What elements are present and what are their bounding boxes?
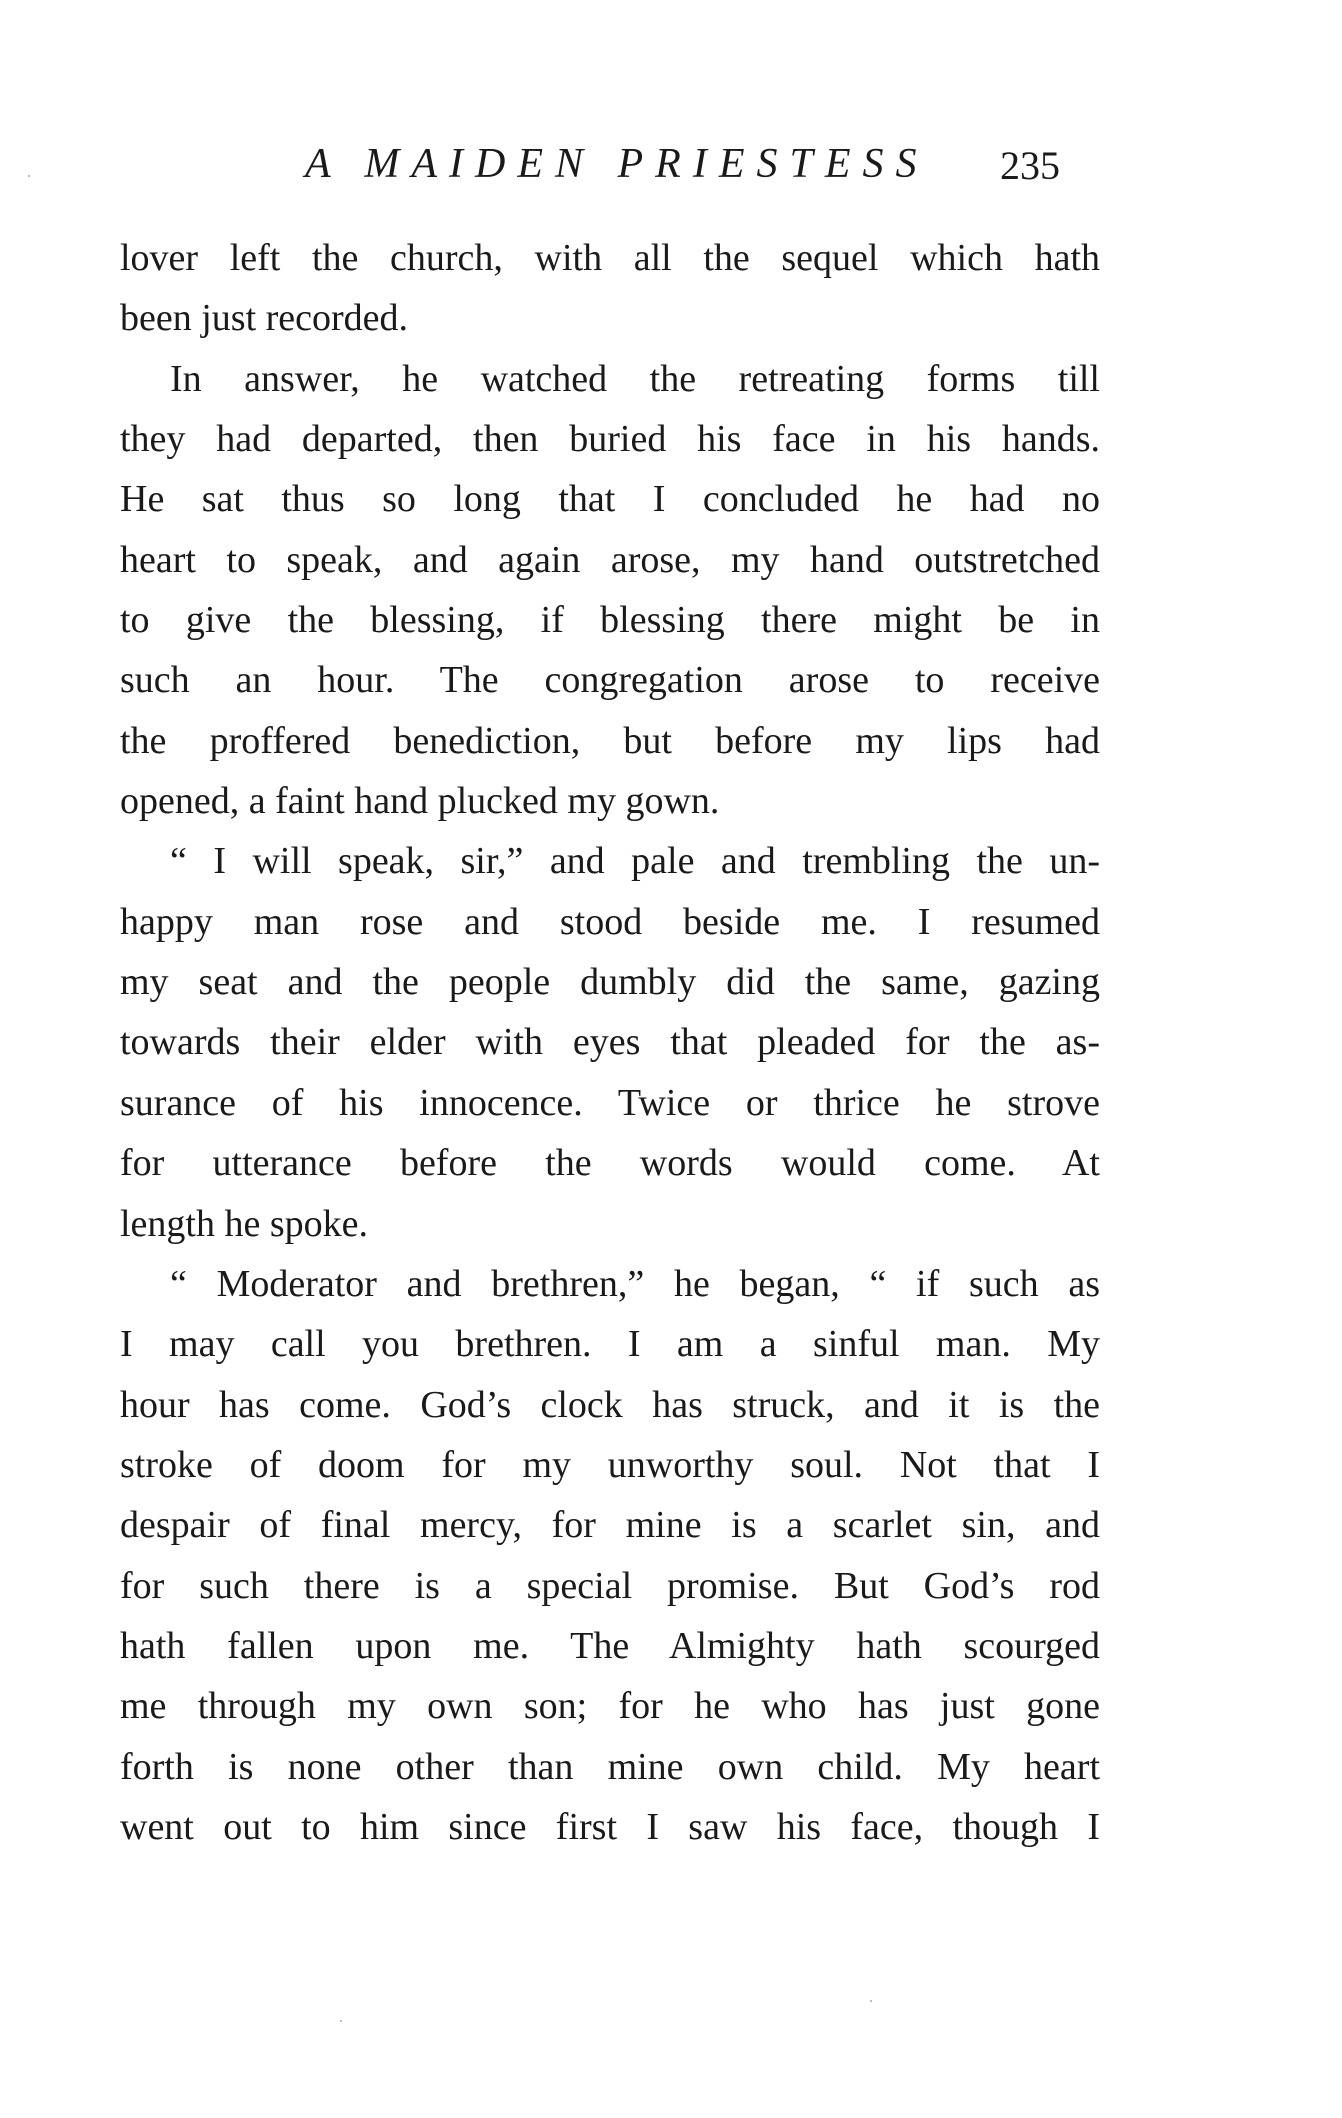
text-line: the proffered benediction, but before my lips had <box>120 719 1100 762</box>
body-text <box>120 228 1100 1857</box>
text-line: such an hour. The congregation arose to receive <box>120 659 1100 702</box>
running-title: A MAIDEN PRIESTESS <box>305 141 929 187</box>
paper-speck <box>340 2020 342 2022</box>
text-line: He sat thus so long that I concluded he had no <box>120 478 1100 521</box>
text-line: length he spoke. <box>120 1202 369 1245</box>
text-line: In answer, he watched the retreating forms till <box>170 357 1100 400</box>
text-line: for utterance before the words would come. At <box>120 1142 1100 1185</box>
text-line: went out to him since first I saw his face, though I <box>120 1805 1100 1848</box>
page-number: 235 <box>1000 143 1060 188</box>
text-line: me through my own son; for he who has just gone <box>120 1685 1100 1728</box>
text-line: forth is none other than mine own child. My heart <box>120 1745 1100 1788</box>
text-line: been just recorded. <box>120 297 409 340</box>
text-line: stroke of doom for my unworthy soul. Not that I <box>120 1443 1100 1486</box>
paper-speck <box>28 175 30 177</box>
text-line: for such there is a special promise. But God’s rod <box>120 1564 1100 1607</box>
text-line: they had departed, then buried his face in his hands. <box>120 418 1100 461</box>
text-line: surance of his innocence. Twice or thrice he strove <box>120 1081 1100 1124</box>
running-head <box>120 140 1100 200</box>
text-line: heart to speak, and again arose, my hand outstretched <box>120 538 1100 581</box>
text-line: happy man rose and stood beside me. I resumed <box>120 900 1100 943</box>
text-line: to give the blessing, if blessing there might be in <box>120 599 1100 642</box>
text-line: “ Moderator and brethren,” he began, “ if such as <box>170 1262 1100 1305</box>
text-line: hour has come. God’s clock has struck, and it is the <box>120 1383 1100 1426</box>
paper-speck <box>870 2000 872 2002</box>
text-line: my seat and the people dumbly did the same, gazing <box>120 961 1100 1004</box>
text-line: I may call you brethren. I am a sinful man. My <box>120 1323 1100 1366</box>
text-line: “ I will speak, sir,” and pale and trembling the un- <box>170 840 1100 883</box>
text-line: opened, a faint hand plucked my gown. <box>120 780 720 823</box>
text-line: lover left the church, with all the sequel which hath <box>120 237 1100 279</box>
text-line: despair of final mercy, for mine is a scarlet sin, and <box>120 1504 1100 1547</box>
text-line: hath fallen upon me. The Almighty hath scourged <box>120 1624 1100 1667</box>
text-line: towards their elder with eyes that pleaded for the as- <box>120 1021 1100 1064</box>
